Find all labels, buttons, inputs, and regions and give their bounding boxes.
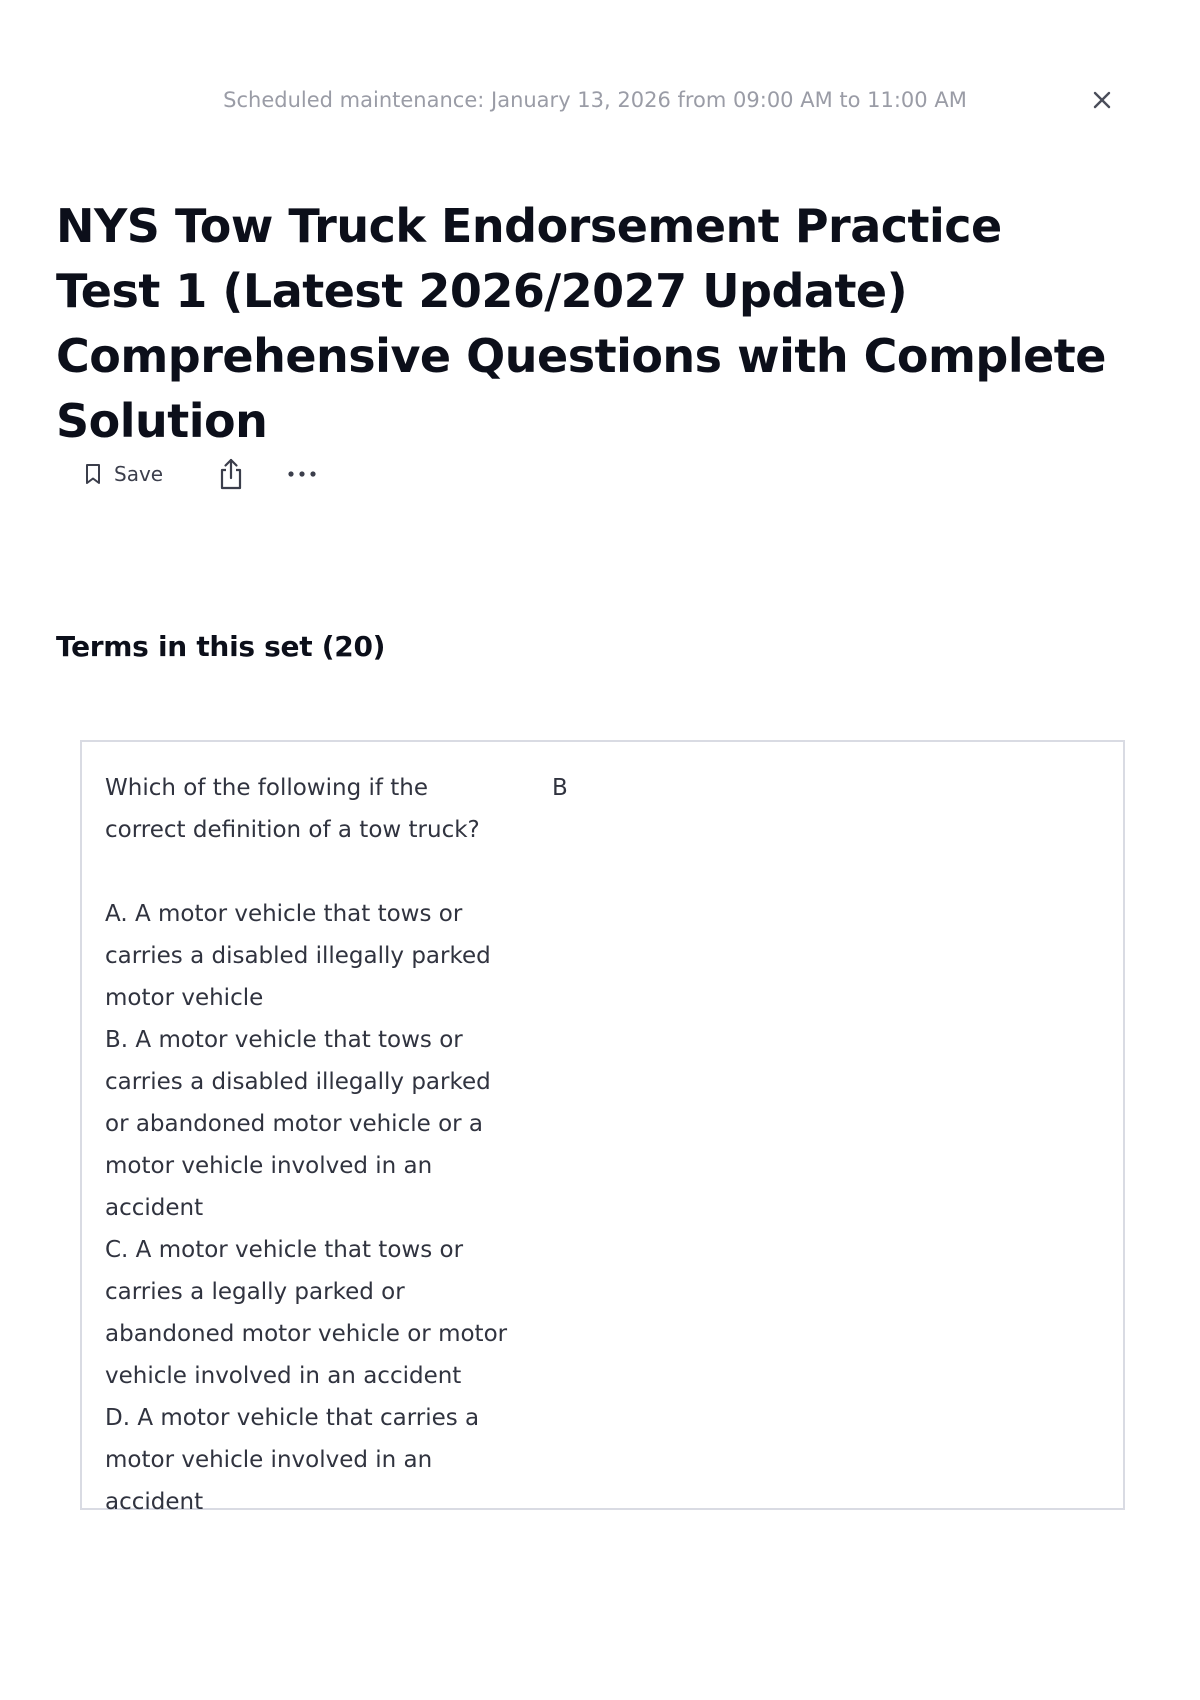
term-card <box>80 740 1125 1515</box>
share-button[interactable] <box>215 455 247 493</box>
term-answer: B <box>552 775 568 801</box>
set-actions-toolbar <box>72 452 319 496</box>
terms-heading: Terms in this set (20) <box>56 630 386 663</box>
maintenance-banner-text: Scheduled maintenance: January 13, 2026 from 09:00 AM to 11:00 AM <box>223 88 967 112</box>
share-icon <box>217 457 245 491</box>
term-question: Which of the following if the correct definition of a tow truck? A. A motor vehicle that tows or carries a disabled illegally parked motor vehicle B. A motor vehicle that tows or carries a disabled illegally parked or abandoned motor vehicle or a motor vehicle involved in an accident C. A motor vehicle that tows or carries a legally parked or abandoned motor vehicle or motor vehicle involved in an accident D. A motor vehicle that carries a motor vehicle involved in an accident <box>105 775 508 1515</box>
more-options-button[interactable] <box>285 459 319 489</box>
close-banner-button[interactable] <box>1086 84 1118 116</box>
page-title: NYS Tow Truck Endorsement Practice Test 1 (Latest 2026/2027 Update) Comprehensive Questions with Complete Solution <box>56 199 1106 448</box>
close-icon <box>1086 84 1118 116</box>
bookmark-icon <box>84 463 102 485</box>
save-button-label: Save <box>114 462 164 486</box>
maintenance-banner <box>0 78 1200 122</box>
more-horizontal-icon <box>287 470 317 478</box>
save-button[interactable] <box>72 452 175 496</box>
